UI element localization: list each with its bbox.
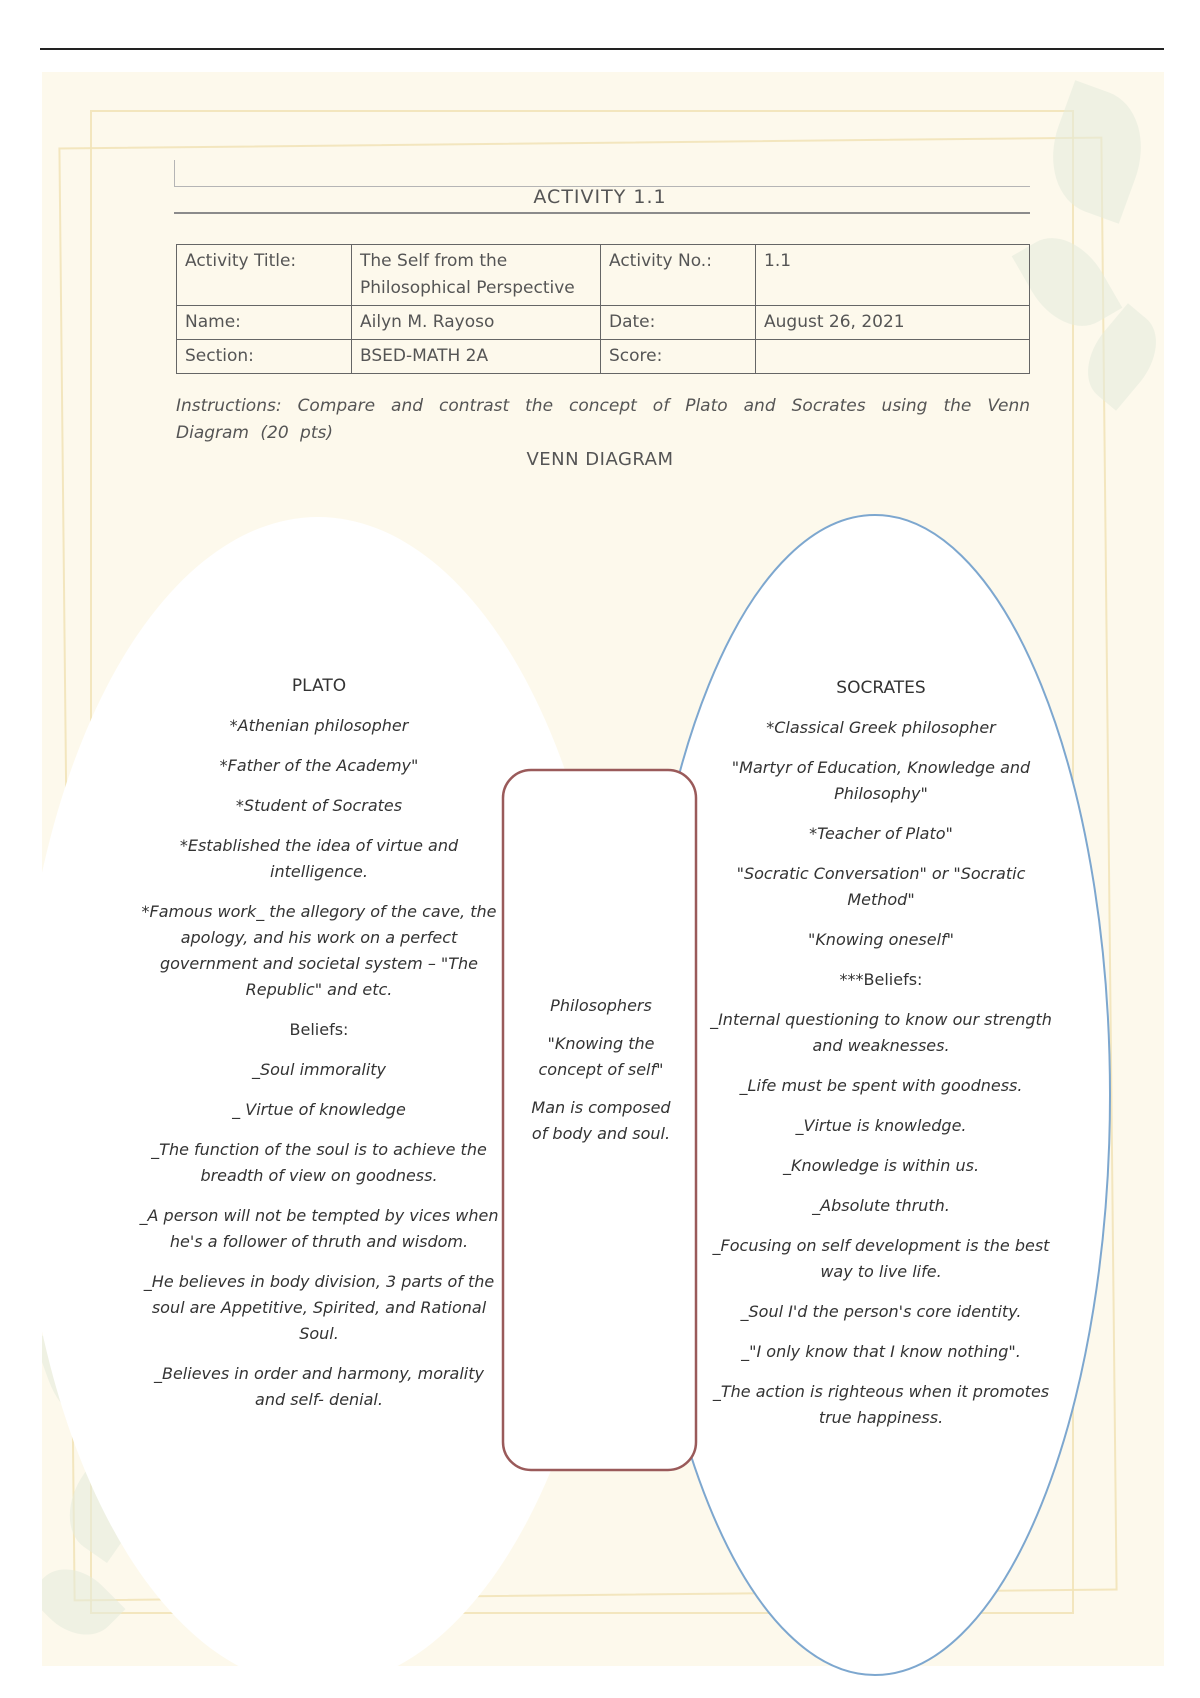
socrates-item: _Life must be spent with goodness.	[739, 1076, 1023, 1095]
plato-item: _A person will not be tempted by vices when he's a follower of thruth and wisdom.	[139, 1206, 499, 1251]
plato-item: *Established the idea of virtue and intelligence.	[179, 836, 459, 881]
plato-item: _ Virtue of knowledge	[232, 1100, 406, 1119]
socrates-item: _Soul I'd the person's core identity.	[740, 1302, 1022, 1321]
middle-column	[526, 993, 676, 1159]
instructions: Instructions: Compare and contrast the concept of Plato and Socrates using the Venn Diagram (20 pts)	[176, 396, 1030, 443]
date-label: Date:	[601, 306, 756, 340]
plato-item: _Soul immorality	[251, 1060, 387, 1079]
socrates-item: _Absolute thruth.	[812, 1196, 950, 1215]
plato-column	[138, 673, 500, 1427]
socrates-item: *Classical Greek philosopher	[766, 718, 996, 737]
plato-item: _He believes in body division, 3 parts of the soul are Appetitive, Spirited, and Rational Soul.	[143, 1272, 495, 1343]
activity-title-value: The Self from the Philosophical Perspective	[352, 245, 601, 306]
activity-title-label: Activity Title:	[177, 245, 352, 306]
activity-heading: ACTIVITY 1.1	[533, 186, 667, 208]
score-label: Score:	[601, 340, 756, 374]
socrates-beliefs-heading: ***Beliefs:	[839, 970, 923, 989]
plato-item: _The function of the soul is to achieve the breadth of view on goodness.	[151, 1140, 487, 1185]
socrates-item: "Martyr of Education, Knowledge and Philosophy"	[731, 758, 1031, 803]
socrates-item: _The action is righteous when it promotes true happiness.	[712, 1382, 1050, 1427]
socrates-item: _Virtue is knowledge.	[795, 1116, 967, 1135]
plato-item: _Believes in order and harmony, morality and self- denial.	[153, 1364, 484, 1409]
socrates-item: *Teacher of Plato"	[809, 824, 953, 843]
socrates-item: "Socratic Conversation" or "Socratic Method"	[736, 864, 1026, 909]
plato-item: *Athenian philosopher	[229, 716, 409, 735]
name-value: Ailyn M. Rayoso	[352, 306, 601, 340]
activity-no-value: 1.1	[756, 245, 1030, 306]
middle-item: Man is composed of body and soul.	[531, 1098, 671, 1143]
date-value: August 26, 2021	[756, 306, 1030, 340]
plato-item: *Famous work_ the allegory of the cave, the apology, and his work on a perfect government and societal system – "The Republic" and etc.	[141, 902, 497, 999]
socrates-item: _"I only know that I know nothing".	[741, 1342, 1021, 1361]
name-label: Name:	[177, 306, 352, 340]
section-value: BSED-MATH 2A	[352, 340, 601, 374]
socrates-item: _Internal questioning to know our strength and weaknesses.	[710, 1010, 1052, 1055]
venn-title: VENN DIAGRAM	[526, 449, 674, 470]
plato-beliefs-heading: Beliefs:	[289, 1020, 349, 1039]
socrates-heading: SOCRATES	[836, 678, 926, 698]
plato-item: *Father of the Academy"	[219, 756, 419, 775]
socrates-item: _Knowledge is within us.	[782, 1156, 980, 1175]
socrates-item: "Knowing oneself"	[807, 930, 955, 949]
section-label: Section:	[177, 340, 352, 374]
activity-no-label: Activity No.:	[601, 245, 756, 306]
socrates-item: _Focusing on self development is the best way to live life.	[712, 1236, 1050, 1281]
middle-item: "Knowing the concept of self"	[538, 1034, 664, 1079]
plato-heading: PLATO	[291, 676, 347, 696]
socrates-column	[708, 675, 1054, 1445]
middle-item: Philosophers	[550, 996, 652, 1015]
plato-item: *Student of Socrates	[235, 796, 403, 815]
